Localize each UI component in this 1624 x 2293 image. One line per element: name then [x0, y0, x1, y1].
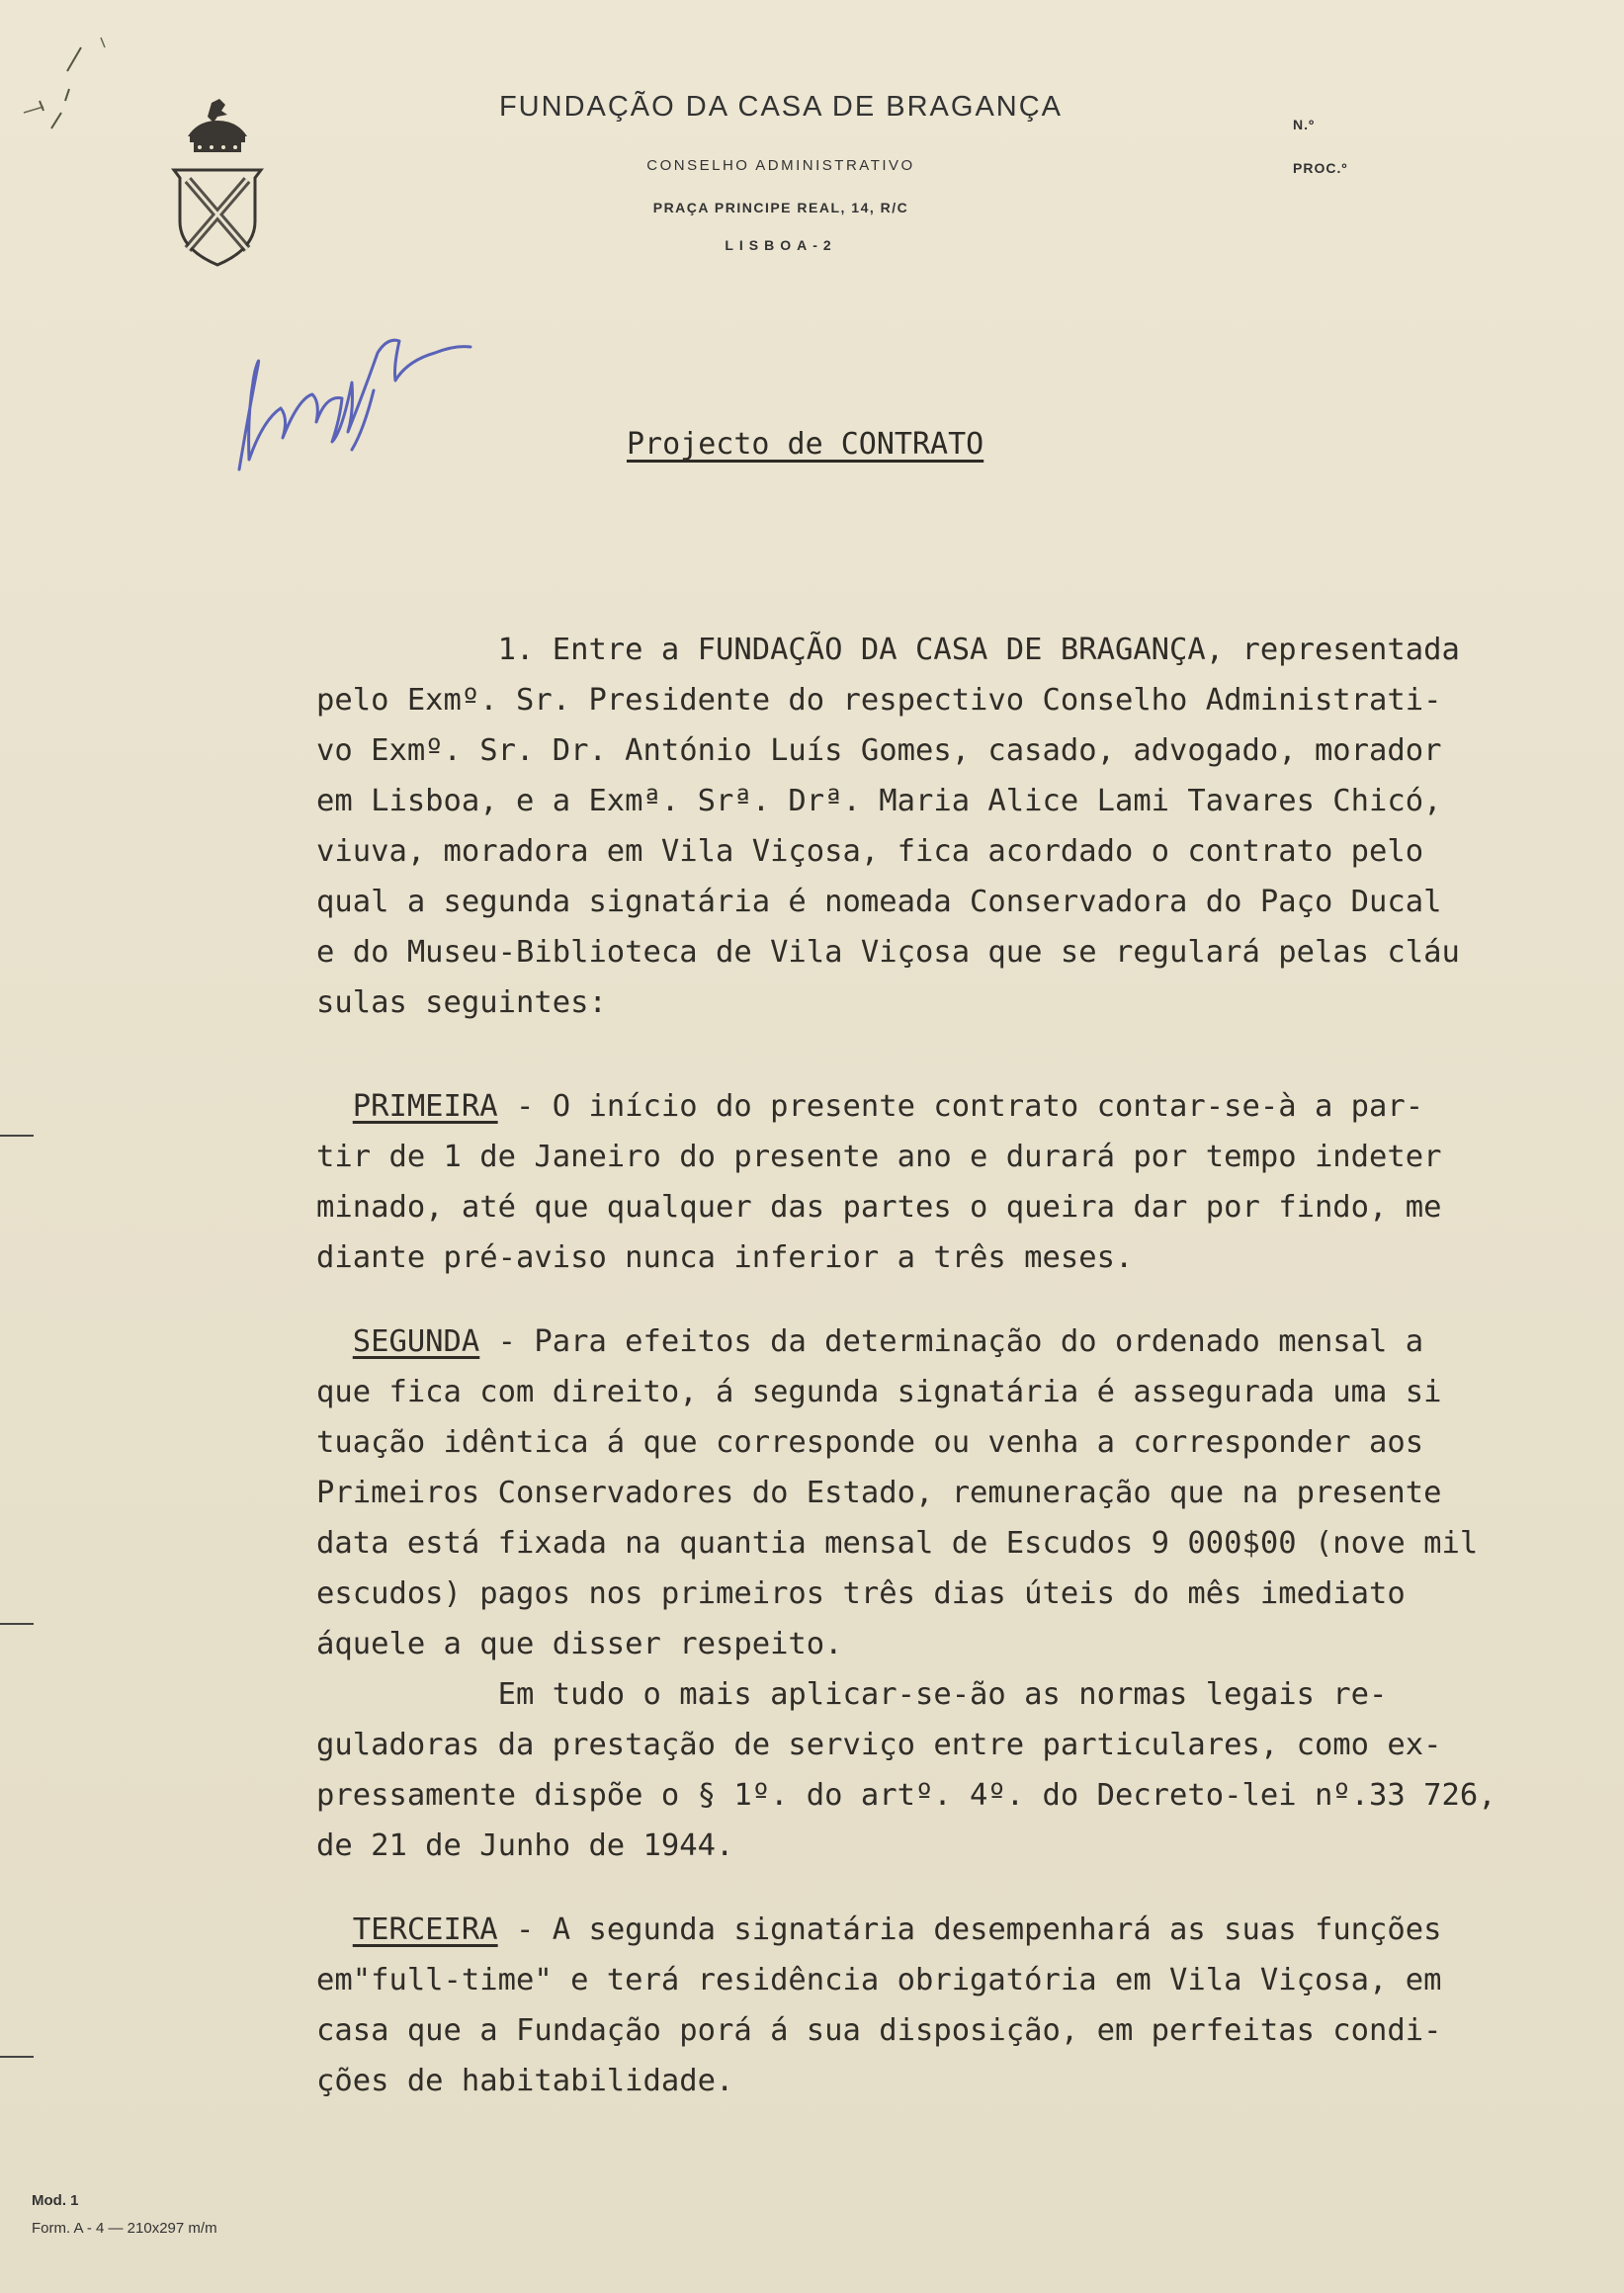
text-line: tuação idêntica á que corresponde ou venha a corresponder aos — [316, 1425, 1424, 1460]
letterhead — [415, 91, 1147, 253]
reference-fields — [1293, 103, 1347, 190]
clause-primeira — [316, 1081, 1601, 1283]
text-line: vo Exmº. Sr. Dr. António Luís Gomes, casado, advogado, morador — [316, 733, 1442, 768]
contract-body — [316, 625, 1601, 2106]
text-line — [316, 1081, 1601, 1132]
text-line: qual a segunda signatária é nomeada Conservadora do Paço Ducal — [316, 885, 1442, 919]
process-label: PROC.º — [1293, 160, 1348, 176]
text-line: sulas seguintes: — [316, 985, 607, 1020]
text-line: viuva, moradora em Vila Viçosa, fica acordado o contrato pelo — [316, 834, 1424, 869]
text-line: de 21 de Junho de 1944. — [316, 1828, 734, 1863]
text-line: e do Museu-Biblioteca de Vila Viçosa que se regulará pelas cláu — [316, 935, 1460, 970]
text-line: minado, até que qualquer das partes o queira dar por findo, me — [316, 1190, 1442, 1225]
text-line: pelo Exmº. Sr. Presidente do respectivo Conselho Administrati- — [316, 683, 1442, 718]
text-line: casa que a Fundação porá á sua disposição, em perfeitas condi- — [316, 2013, 1442, 2048]
margin-tick — [0, 2056, 34, 2058]
margin-tick — [0, 1623, 34, 1625]
form-footer — [32, 2187, 217, 2243]
address: PRAÇA PRINCIPE REAL, 14, R/C — [652, 200, 909, 215]
intro-paragraph — [316, 625, 1601, 1028]
margin-tick — [0, 1135, 34, 1137]
clause-title-segunda: SEGUNDA — [352, 1324, 480, 1359]
text-line: diante pré-aviso nunca inferior a três meses. — [316, 1240, 1134, 1275]
clause-title-terceira: TERCEIRA — [352, 1912, 498, 1947]
form-size: Form. A - 4 — 210x297 m/m — [32, 2220, 217, 2237]
text-line: em"full-time" e terá residência obrigatória em Vila Viçosa, em — [316, 1963, 1442, 1997]
handwritten-signature — [225, 242, 601, 489]
council-name: CONSELHO ADMINISTRATIVO — [646, 157, 915, 174]
text-line: 1. Entre a FUNDAÇÃO DA CASA DE BRAGANÇA, representada — [316, 633, 1460, 667]
text-line — [316, 1316, 1601, 1367]
text-line: Primeiros Conservadores do Estado, remuneração que na presente — [316, 1476, 1442, 1510]
clause-text: - A segunda signatária desempenhará as suas funções — [497, 1912, 1442, 1947]
clause-terceira — [316, 1905, 1601, 2106]
model-number: Mod. 1 — [32, 2192, 79, 2209]
number-label: N.º — [1293, 117, 1316, 132]
city: LISBOA-2 — [725, 237, 837, 253]
text-line: áquele a que disser respeito. — [316, 1627, 843, 1661]
text-line: Em tudo o mais aplicar-se-ão as normas legais re- — [316, 1677, 1388, 1712]
clause-text: - O início do presente contrato contar-se-à a par- — [497, 1089, 1424, 1124]
pen-stroke-mark — [12, 18, 130, 215]
clause-segunda — [316, 1316, 1601, 1871]
text-line: que fica com direito, á segunda signatária é assegurada uma si — [316, 1375, 1442, 1409]
text-line — [316, 1905, 1601, 1955]
text-line: pressamente dispõe o § 1º. do artº. 4º. do Decreto-lei nº.33 726, — [316, 1778, 1496, 1813]
text-line: data está fixada na quantia mensal de Escudos 9 000$00 (nove mil — [316, 1526, 1479, 1561]
organization-name: FUNDAÇÃO DA CASA DE BRAGANÇA — [498, 91, 1064, 123]
clause-title-primeira: PRIMEIRA — [352, 1089, 498, 1124]
text-line: escudos) pagos nos primeiros três dias úteis do mês imediato — [316, 1576, 1406, 1611]
text-line: guladoras da prestação de serviço entre particulares, como ex- — [316, 1728, 1442, 1762]
document-title: Projecto de CONTRATO — [627, 427, 984, 462]
text-line: ções de habitabilidade. — [316, 2064, 734, 2098]
text-line: em Lisboa, e a Exmª. Srª. Drª. Maria Alice Lami Tavares Chicó, — [316, 784, 1442, 818]
clause-text: - Para efeitos da determinação do ordenado mensal a — [479, 1324, 1424, 1359]
text-line: tir de 1 de Janeiro do presente ano e durará por tempo indeter — [316, 1140, 1442, 1174]
